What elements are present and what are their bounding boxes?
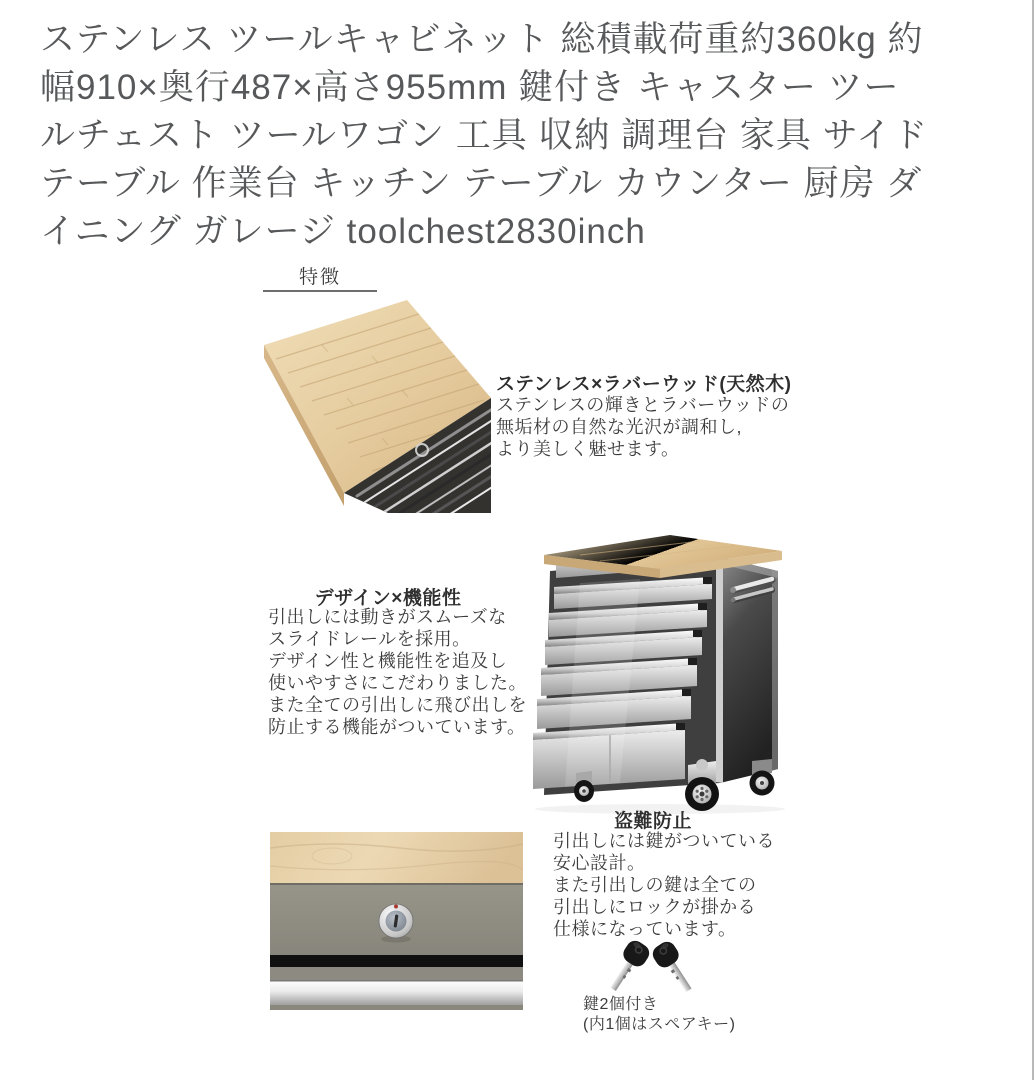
design-feature-line: デザイン性と機能性を追及し bbox=[268, 651, 508, 671]
design-feature-line: 使いやすさにこだわりました。 bbox=[268, 673, 527, 693]
material-feature-line: より美しく魅せます。 bbox=[496, 439, 680, 459]
product-title-line: ステンレス ツールキャビネット 総積載荷重約360kg 約 bbox=[40, 20, 924, 59]
features-heading: 特徴 bbox=[298, 267, 341, 288]
security-feature-heading: 盗難防止 bbox=[613, 811, 692, 832]
security-feature-line: 安心設計。 bbox=[553, 853, 646, 873]
material-feature-body bbox=[496, 394, 789, 460]
keys-note bbox=[583, 995, 735, 1035]
product-title-line: 幅910×奥行487×高さ955mm 鍵付き キャスター ツー bbox=[40, 68, 900, 107]
design-feature-line: 引出しには動きがスムーズな bbox=[268, 607, 507, 627]
design-feature-line: また全ての引出しに飛び出しを bbox=[268, 695, 527, 715]
security-feature-line: 引出しには鍵がついている bbox=[553, 831, 775, 851]
scrollbar[interactable] bbox=[1032, 0, 1034, 1080]
tool-cabinet-image bbox=[520, 533, 802, 815]
product-title-line: イニング ガレージ toolchest2830inch bbox=[40, 212, 646, 251]
drawer-lock-image bbox=[270, 832, 523, 1010]
features-heading-underline bbox=[263, 290, 377, 292]
security-feature-line: 仕様になっています。 bbox=[553, 919, 737, 939]
material-feature-line: ステンレスの輝きとラバーウッドの bbox=[496, 395, 790, 415]
design-feature-body bbox=[268, 606, 527, 738]
product-title-line: テーブル 作業台 キッチン テーブル カウンター 厨房 ダ bbox=[40, 164, 923, 203]
two-keys-image bbox=[598, 940, 708, 1002]
product-title bbox=[40, 16, 1000, 256]
key-icon bbox=[649, 940, 699, 997]
product-title-line: ルチェスト ツールワゴン 工具 収納 調理台 家具 サイド bbox=[40, 116, 929, 155]
keys-note-line: (内1個はスペアキー) bbox=[583, 1016, 736, 1033]
design-feature-line: スライドレールを採用。 bbox=[268, 629, 471, 649]
material-feature-heading: ステンレス×ラバーウッド(天然木) bbox=[496, 374, 792, 395]
security-feature-line: 引出しにロックが掛かる bbox=[553, 897, 757, 917]
keys-note-line: 鍵2個付き bbox=[583, 996, 659, 1013]
material-feature-line: 無垢材の自然な光沢が調和し, bbox=[496, 417, 742, 437]
key-icon bbox=[603, 940, 653, 996]
design-feature-heading: デザイン×機能性 bbox=[314, 588, 462, 609]
security-feature-body bbox=[553, 830, 775, 940]
security-feature-line: また引出しの鍵は全ての bbox=[553, 875, 757, 895]
design-feature-line: 防止する機能がついています。 bbox=[268, 717, 526, 737]
wood-countertop-image bbox=[262, 298, 491, 513]
